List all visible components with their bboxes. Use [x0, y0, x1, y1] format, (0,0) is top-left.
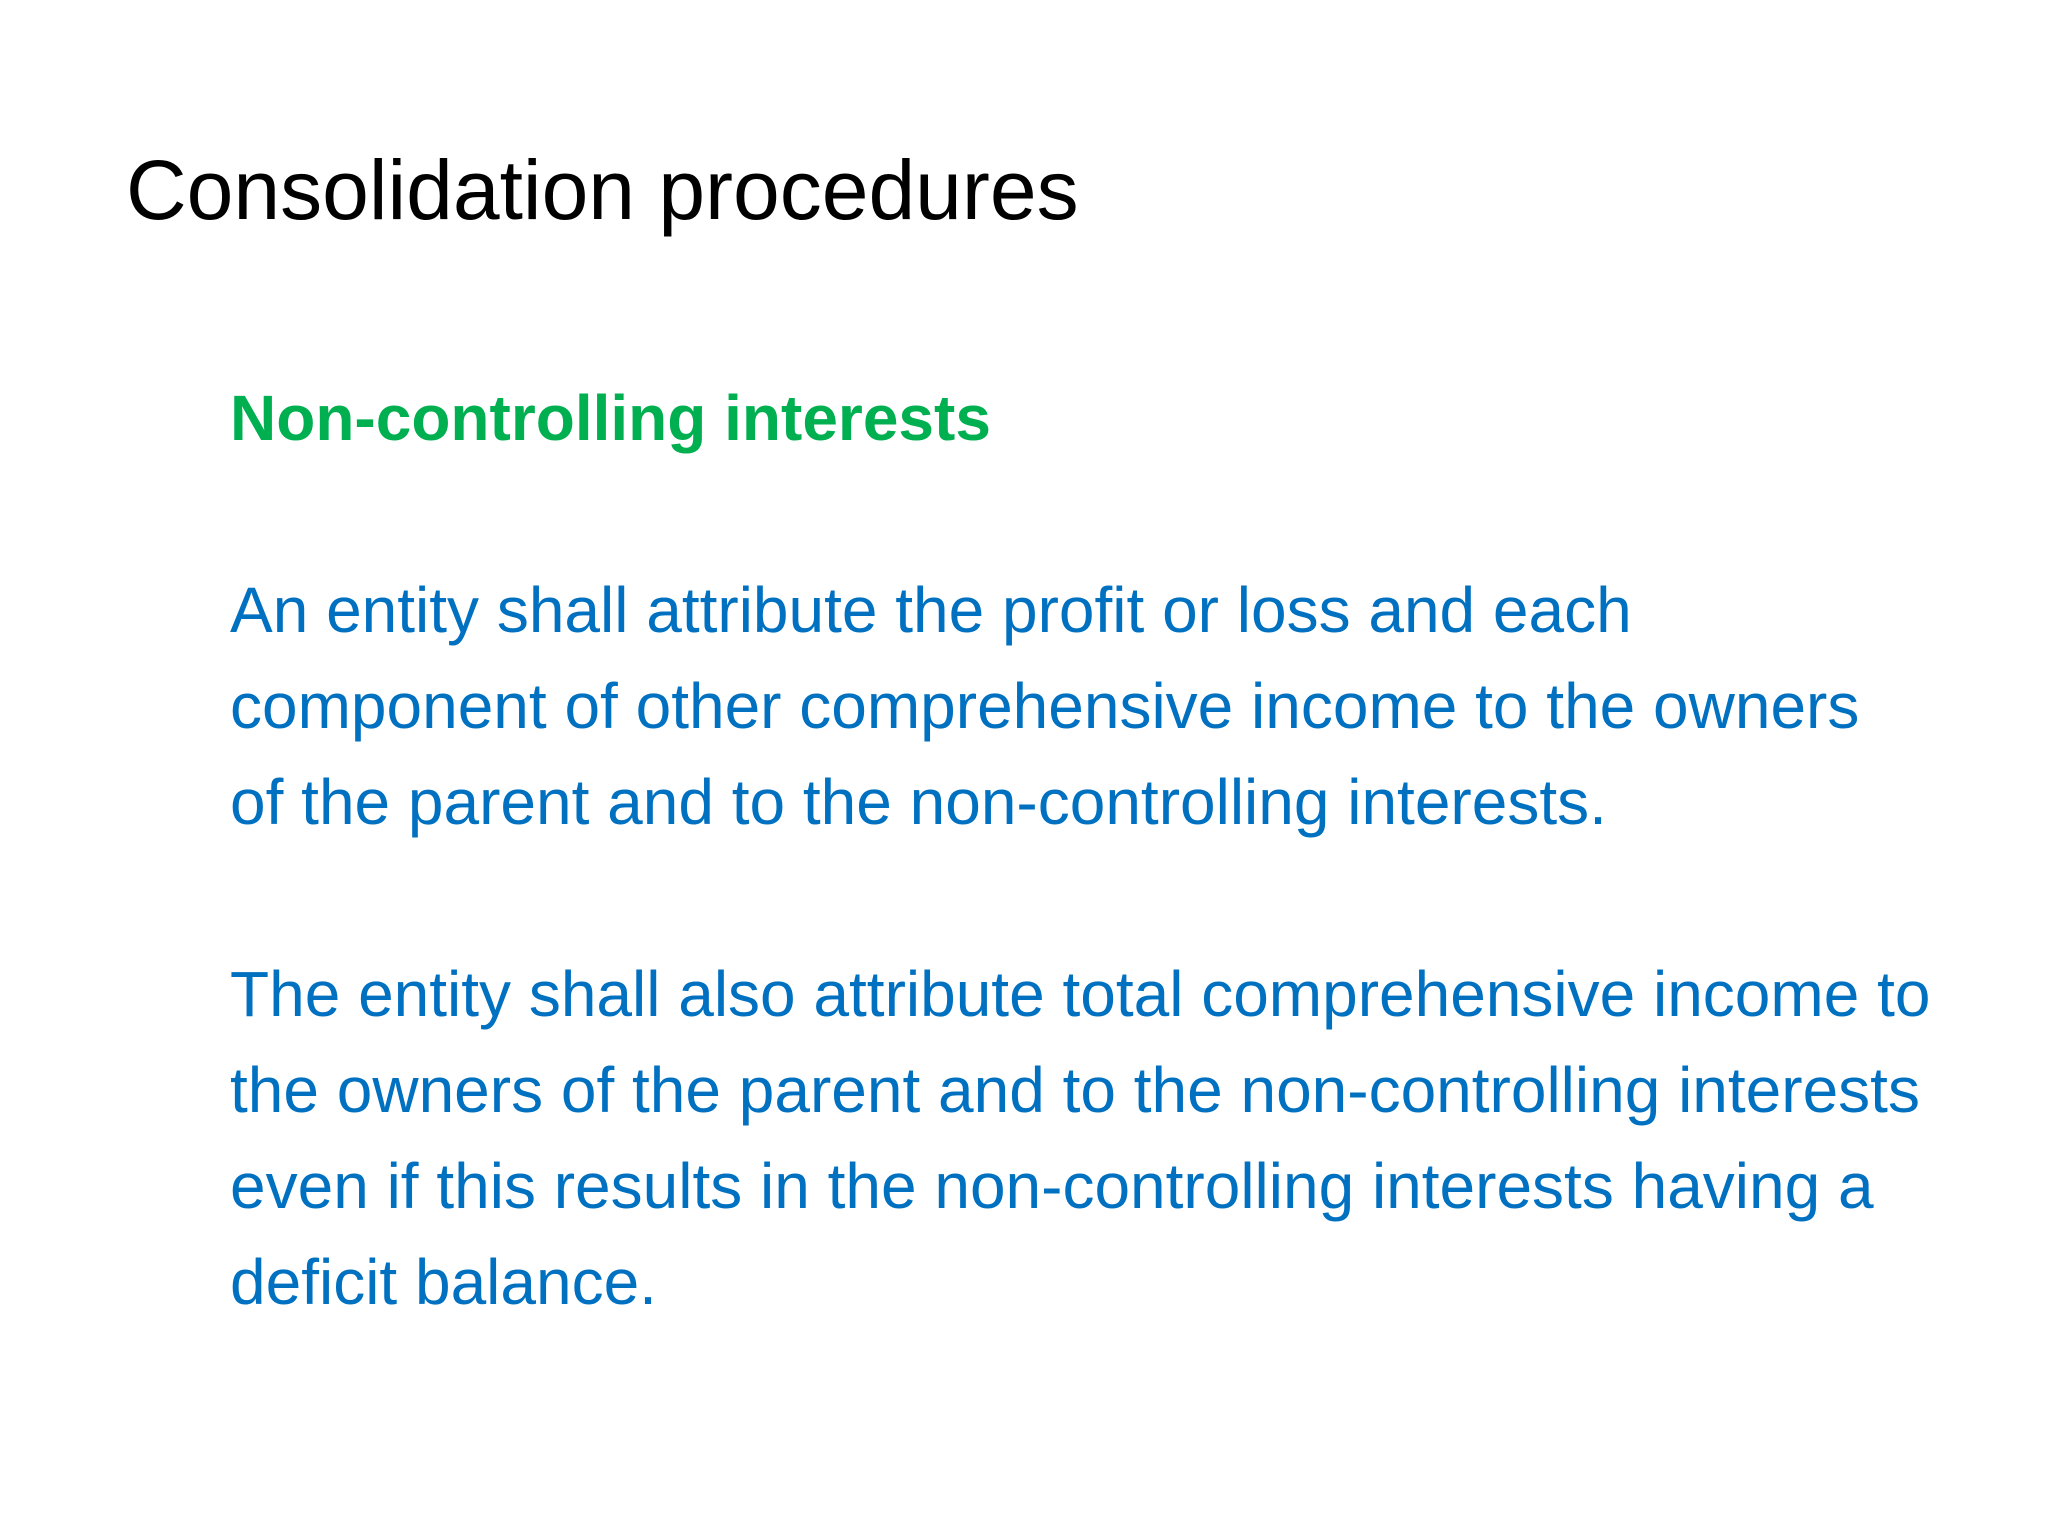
- slide-content: [230, 380, 1970, 1330]
- section-subheading: Non-controlling interests: [230, 382, 991, 454]
- slide-title: Consolidation procedures: [126, 143, 1079, 237]
- body-paragraph-2: The entity shall also attribute total comprehensive income to the owners of the parent and to the non-controlling interests even if this results in the non-controlling interests having a deficit balance.: [230, 957, 1931, 1318]
- body-paragraph-1: An entity shall attribute the profit or loss and each component of other comprehensive income to the owners of the parent and to the non-controlling interests.: [230, 573, 1860, 838]
